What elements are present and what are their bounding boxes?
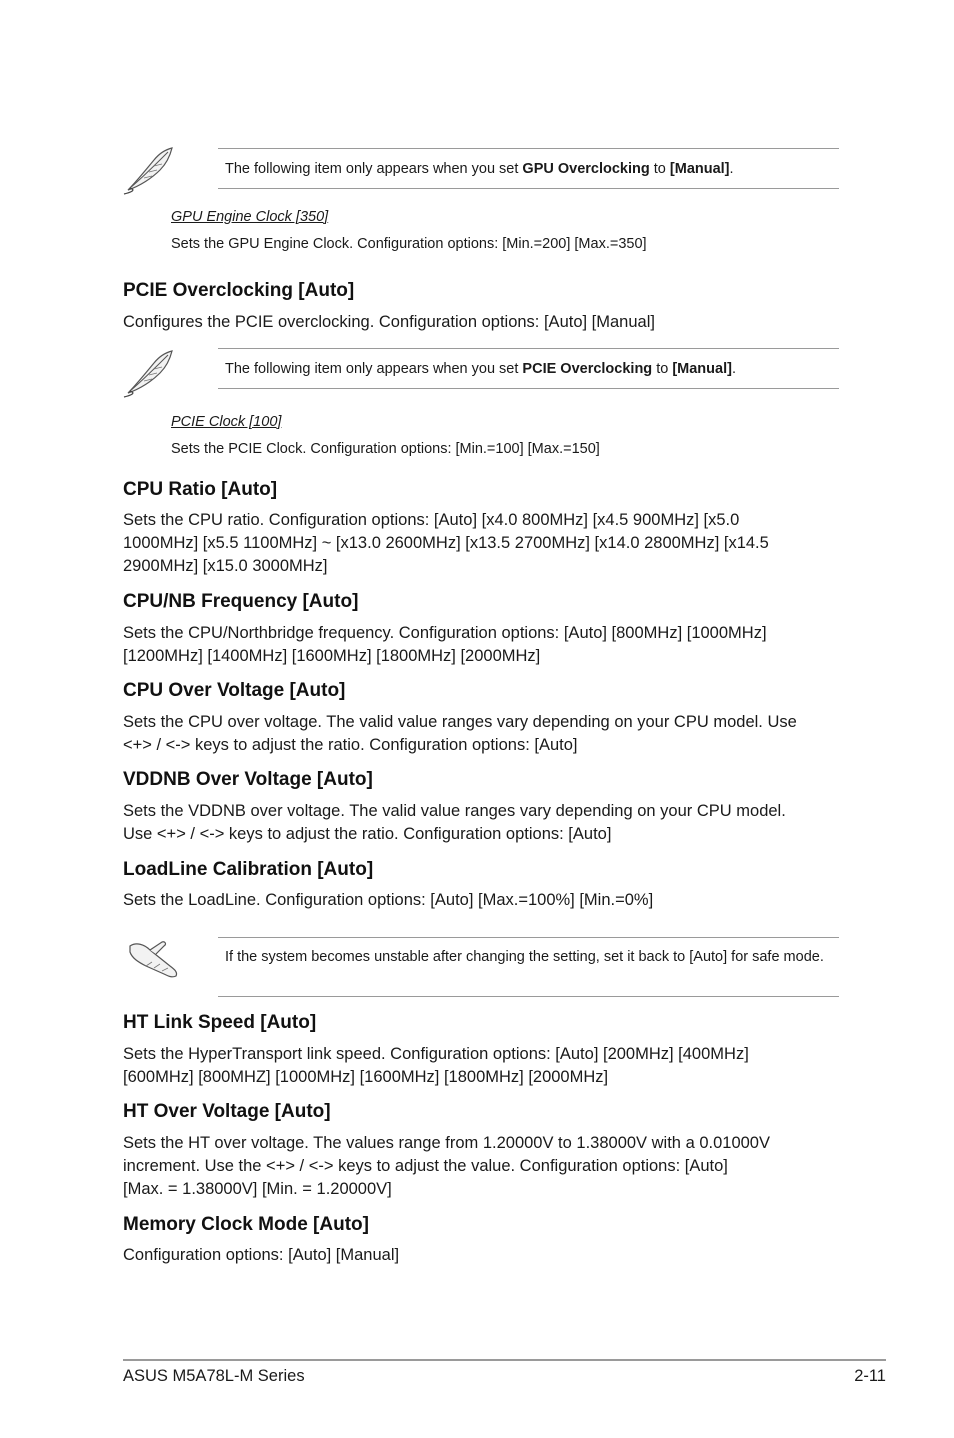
note-mid: to: [652, 361, 673, 377]
section-line: <+> / <-> keys to adjust the ratio. Configuration options: [Auto]: [123, 736, 578, 754]
caution-hand-icon: [126, 938, 182, 980]
section-desc: [123, 1132, 843, 1201]
note-bold-value: [Manual]: [669, 161, 730, 177]
section-desc: [123, 800, 843, 846]
section-title: CPU/NB Frequency [Auto]: [123, 591, 359, 612]
subitem-title: GPU Engine Clock [350]: [171, 209, 329, 225]
note-bold-value: [Manual]: [672, 361, 732, 377]
subitem-desc: Sets the PCIE Clock. Configuration options: [Min.=100] [Max.=150]: [171, 441, 600, 457]
subitem-desc: Sets the GPU Engine Clock. Configuration options: [Min.=200] [Max.=350]: [171, 236, 647, 252]
section-desc: [123, 711, 843, 757]
section-line: Sets the CPU over voltage. The valid value ranges vary depending on your CPU model. Use: [123, 713, 797, 731]
section-desc: [123, 311, 843, 334]
section-title: CPU Ratio [Auto]: [123, 479, 278, 500]
section-desc: [123, 1244, 843, 1267]
section-line: Configuration options: [Auto] [Manual]: [123, 1246, 400, 1264]
section-line: Configures the PCIE overclocking. Configuration options: [Auto] [Manual]: [123, 313, 655, 331]
section-desc: [123, 889, 843, 912]
note-pre: The following item only appears when you set: [225, 161, 523, 177]
caution-text: If the system becomes unstable after changing the setting, set it back to [Auto] for safe mode.: [225, 949, 824, 965]
note-bold-setting: PCIE Overclocking: [522, 361, 653, 377]
note-post: .: [729, 161, 734, 177]
section-desc: [123, 509, 843, 578]
footer-divider: [123, 1359, 886, 1361]
section-title: VDDNB Over Voltage [Auto]: [123, 769, 373, 790]
section-line: Sets the HyperTransport link speed. Configuration options: [Auto] [200MHz] [400MHz]: [123, 1045, 749, 1063]
section-line: Sets the HT over voltage. The values range from 1.20000V to 1.38000V with a 0.01000V: [123, 1134, 770, 1152]
note-divider: [218, 188, 839, 189]
section-line: [Max. = 1.38000V] [Min. = 1.20000V]: [123, 1180, 392, 1198]
section-line: 2900MHz] [x15.0 3000MHz]: [123, 557, 328, 575]
section-desc: [123, 1043, 843, 1089]
note-mid: to: [649, 161, 670, 177]
note-text: [225, 159, 825, 180]
note-divider: [218, 937, 839, 938]
note-pen-icon: [122, 144, 176, 196]
section-title: HT Over Voltage [Auto]: [123, 1101, 331, 1122]
section-line: increment. Use the <+> / <-> keys to adjust the value. Configuration options: [Auto]: [123, 1157, 728, 1175]
footer-product-name: ASUS M5A78L-M Series: [123, 1367, 305, 1385]
section-title: HT Link Speed [Auto]: [123, 1012, 317, 1033]
section-line: Sets the CPU ratio. Configuration options: [Auto] [x4.0 800MHz] [x4.5 900MHz] [x5.0: [123, 511, 740, 529]
note-bold-setting: GPU Overclocking: [522, 161, 650, 177]
section-title: LoadLine Calibration [Auto]: [123, 859, 374, 880]
section-desc: [123, 622, 843, 668]
note-divider: [218, 388, 839, 389]
note-divider: [218, 348, 839, 349]
note-text: [225, 359, 825, 380]
section-line: [600MHz] [800MHZ] [1000MHz] [1600MHz] [1800MHz] [2000MHz]: [123, 1068, 609, 1086]
note-pen-icon: [122, 347, 176, 399]
section-line: 1000MHz] [x5.5 1100MHz] ~ [x13.0 2600MHz] [x13.5 2700MHz] [x14.0 2800MHz] [x14.5: [123, 534, 769, 552]
section-line: Sets the CPU/Northbridge frequency. Configuration options: [Auto] [800MHz] [1000MHz]: [123, 624, 767, 642]
section-title: CPU Over Voltage [Auto]: [123, 680, 346, 701]
section-line: Sets the VDDNB over voltage. The valid value ranges vary depending on your CPU model.: [123, 802, 786, 820]
section-title: PCIE Overclocking [Auto]: [123, 280, 355, 301]
subitem-title: PCIE Clock [100]: [171, 414, 282, 430]
section-line: [1200MHz] [1400MHz] [1600MHz] [1800MHz] [2000MHz]: [123, 647, 541, 665]
note-post: .: [731, 361, 736, 377]
section-title: Memory Clock Mode [Auto]: [123, 1214, 369, 1235]
section-line: Sets the LoadLine. Configuration options: [Auto] [Max.=100%] [Min.=0%]: [123, 891, 654, 909]
note-pre: The following item only appears when you set: [225, 361, 523, 377]
footer-page-number: 2-11: [854, 1367, 886, 1385]
note-divider: [218, 148, 839, 149]
section-line: Use <+> / <-> keys to adjust the ratio. Configuration options: [Auto]: [123, 825, 612, 843]
note-divider: [218, 996, 839, 997]
